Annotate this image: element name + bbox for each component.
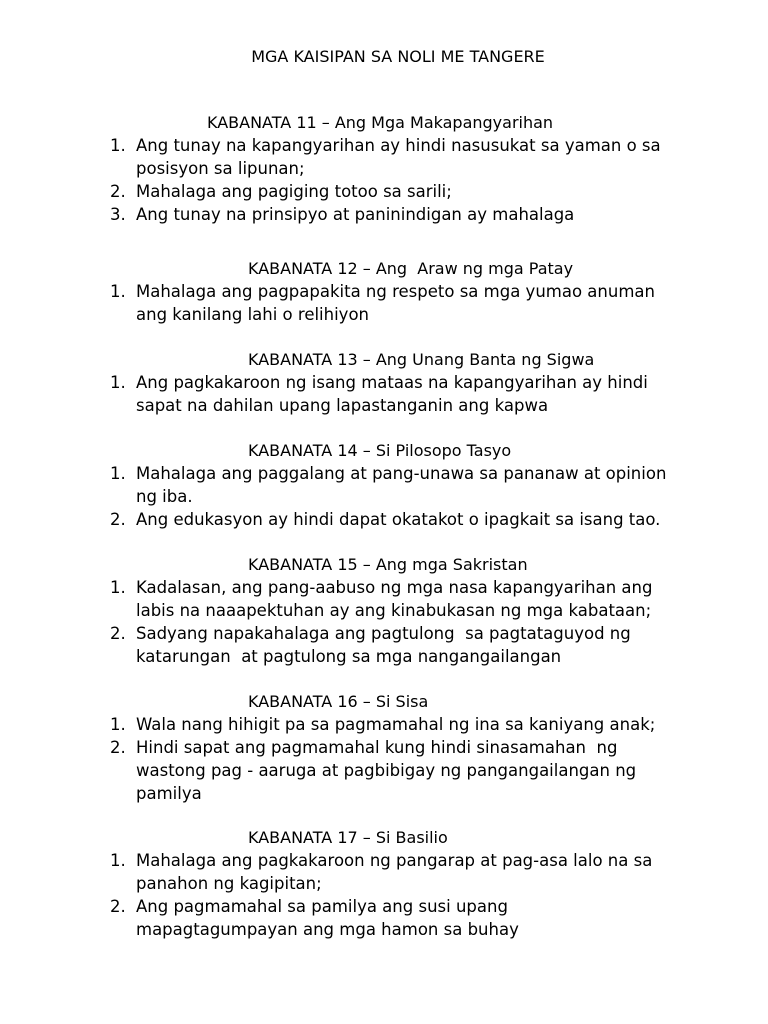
list-item-number: 1. bbox=[110, 851, 126, 870]
chapter-heading: KABANATA 17 – Si Basilio bbox=[248, 828, 448, 847]
chapter-heading: KABANATA 15 – Ang mga Sakristan bbox=[248, 555, 528, 574]
list-item-text: Mahalaga ang pagpapakita ng respeto sa mga yumao anuman ang kanilang lahi o relihiyon bbox=[136, 282, 655, 324]
list-item bbox=[110, 622, 730, 668]
list-item-number: 2. bbox=[110, 182, 126, 201]
list-item-number: 1. bbox=[110, 578, 126, 597]
list-item bbox=[110, 134, 730, 180]
list-item-text: Mahalaga ang paggalang at pang-unawa sa pananaw at opinion ng iba. bbox=[136, 464, 667, 506]
list-item bbox=[110, 849, 730, 895]
list-item-text: Ang tunay na kapangyarihan ay hindi nasusukat sa yaman o sa posisyon sa lipunan; bbox=[136, 136, 661, 178]
list-item bbox=[110, 371, 730, 417]
list-item bbox=[110, 895, 730, 941]
list-item-text: Mahalaga ang pagkakaroon ng pangarap at pag-asa lalo na sa panahon ng kagipitan; bbox=[136, 851, 653, 893]
chapter-item-list bbox=[110, 849, 730, 941]
chapter-item-list bbox=[110, 576, 730, 668]
chapter-item-list bbox=[110, 462, 730, 531]
list-item-text: Kadalasan, ang pang-aabuso ng mga nasa kapangyarihan ang labis na naaapektuhan ay ang kinabukasan ng mga kabataan; bbox=[136, 578, 653, 620]
list-item bbox=[110, 180, 730, 203]
list-item bbox=[110, 280, 730, 326]
list-item-number: 1. bbox=[110, 136, 126, 155]
list-item-text: Ang pagmamahal sa pamilya ang susi upang mapagtagumpayan ang mga hamon sa buhay bbox=[136, 897, 519, 939]
list-item bbox=[110, 462, 730, 508]
chapter-item-list bbox=[110, 134, 730, 226]
chapter-heading: KABANATA 13 – Ang Unang Banta ng Sigwa bbox=[248, 350, 595, 369]
chapter-section bbox=[110, 827, 730, 941]
list-item bbox=[110, 508, 730, 531]
chapter-heading: KABANATA 12 – Ang Araw ng mga Patay bbox=[248, 259, 574, 278]
chapter-section bbox=[110, 554, 730, 668]
list-item bbox=[110, 736, 730, 805]
list-item-text: Ang pagkakaroon ng isang mataas na kapangyarihan ay hindi sapat na dahilan upang lapastanganin ang kapwa bbox=[136, 373, 648, 415]
chapter-heading: KABANATA 14 – Si Pilosopo Tasyo bbox=[248, 441, 512, 460]
chapter-item-list bbox=[110, 371, 730, 417]
chapter-heading: KABANATA 16 – Si Sisa bbox=[248, 692, 429, 711]
list-item-text: Wala nang hihigit pa sa pagmamahal ng ina sa kaniyang anak; bbox=[136, 715, 656, 734]
chapter-section bbox=[110, 691, 730, 805]
chapter-section bbox=[110, 440, 730, 531]
list-item-number: 1. bbox=[110, 464, 126, 483]
list-item-number: 3. bbox=[110, 205, 126, 224]
list-item bbox=[110, 576, 730, 622]
list-item bbox=[110, 713, 730, 736]
list-item-number: 2. bbox=[110, 897, 126, 916]
list-item-text: Hindi sapat ang pagmamahal kung hindi sinasamahan ng wastong pag - aaruga at pagbibigay ng pangangailangan ng pamilya bbox=[136, 738, 637, 803]
list-item-number: 1. bbox=[110, 282, 126, 301]
list-item-number: 1. bbox=[110, 715, 126, 734]
list-item-text: Ang tunay na prinsipyo at paninindigan ay mahalaga bbox=[136, 205, 575, 224]
list-item-text: Mahalaga ang pagiging totoo sa sarili; bbox=[136, 182, 452, 201]
chapter-item-list bbox=[110, 713, 730, 805]
chapter-section bbox=[110, 258, 730, 326]
list-item-text: Ang edukasyon ay hindi dapat okatakot o ipagkait sa isang tao. bbox=[136, 510, 661, 529]
list-item-number: 2. bbox=[110, 510, 126, 529]
chapter-section bbox=[110, 349, 730, 417]
chapter-item-list bbox=[110, 280, 730, 326]
chapter-section bbox=[110, 112, 730, 226]
chapter-heading: KABANATA 11 – Ang Mga Makapangyarihan bbox=[207, 113, 554, 132]
list-item-number: 2. bbox=[110, 738, 126, 757]
list-item-number: 2. bbox=[110, 624, 126, 643]
list-item bbox=[110, 203, 730, 226]
list-item-text: Sadyang napakahalaga ang pagtulong sa pagtataguyod ng katarungan at pagtulong sa mga nangangailangan bbox=[136, 624, 631, 666]
list-item-number: 1. bbox=[110, 373, 126, 392]
document-title: MGA KAISIPAN SA NOLI ME TANGERE bbox=[251, 47, 545, 66]
